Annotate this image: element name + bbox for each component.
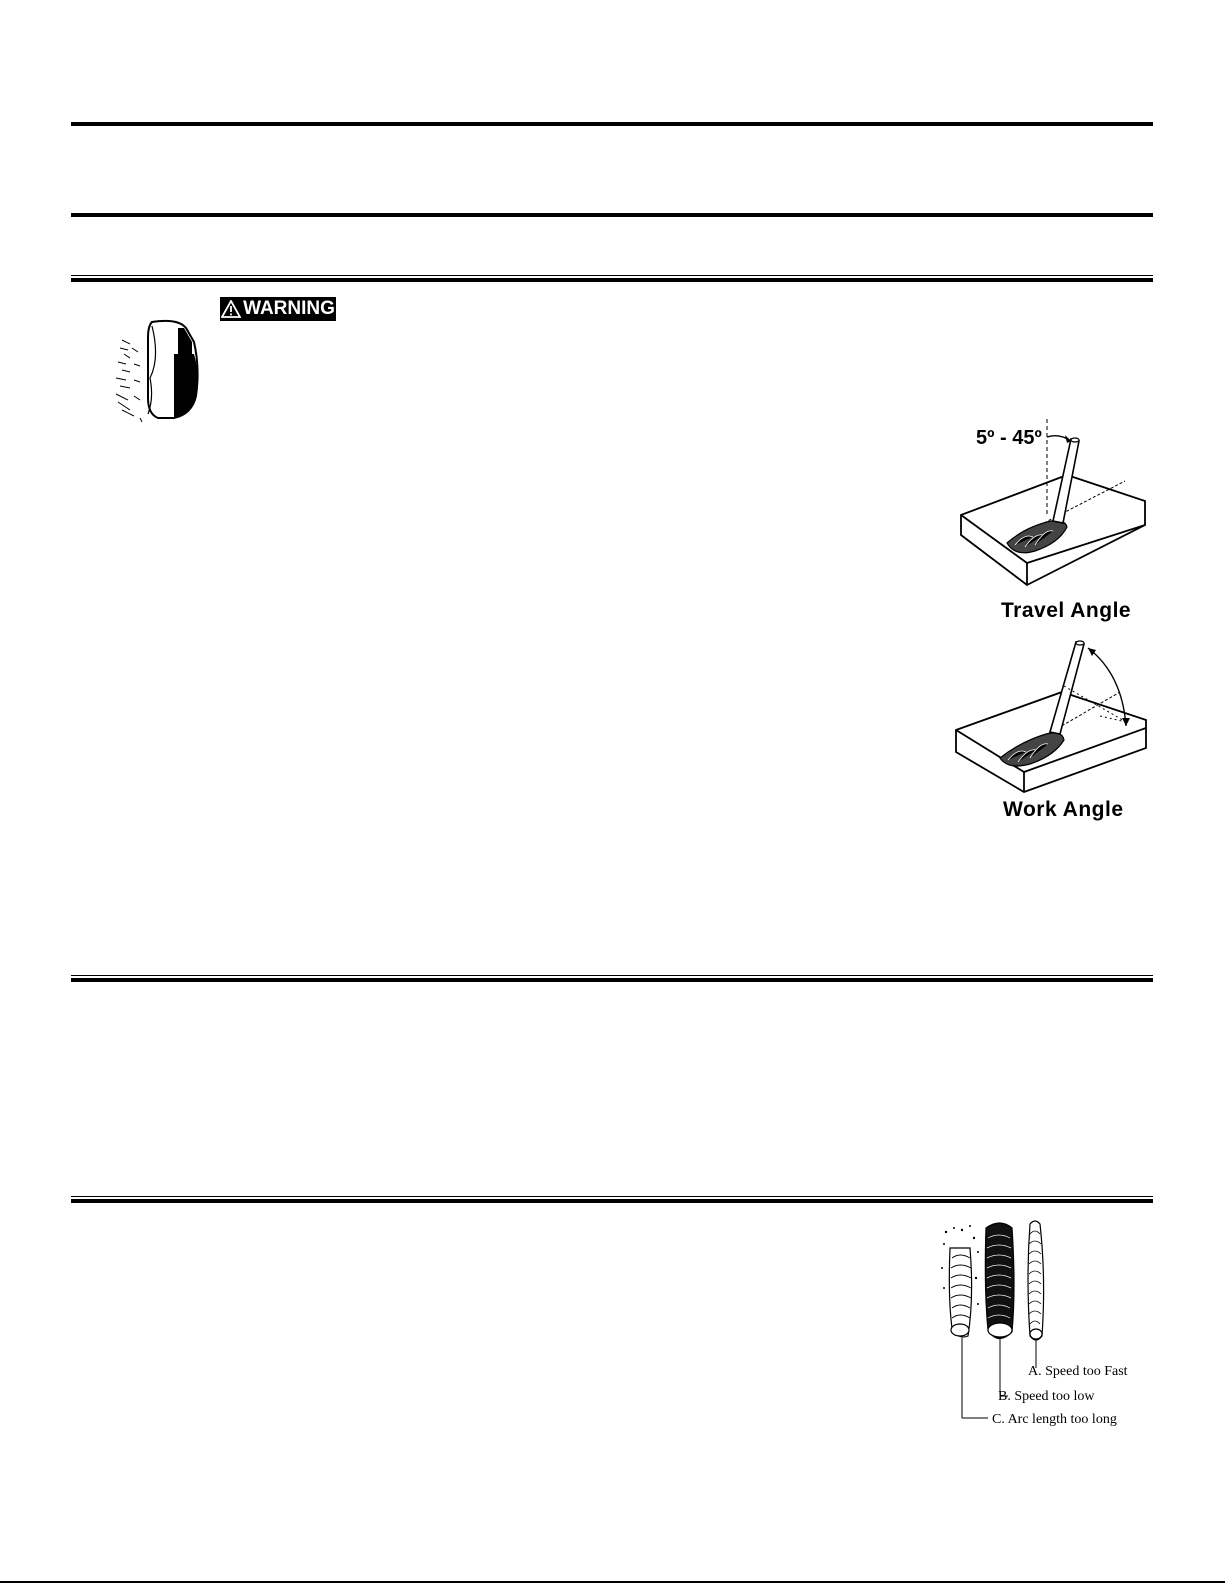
warning-triangle-icon [221, 300, 241, 318]
bead-c-arc-too-long [941, 1225, 988, 1418]
bead-comparison-figure [940, 1218, 1150, 1438]
travel-angle-caption: Travel Angle [1001, 599, 1132, 622]
warning-badge [220, 297, 336, 321]
section-rule-2 [71, 975, 1153, 983]
section-rule-1 [71, 275, 1153, 283]
header-rule-bottom [71, 213, 1153, 217]
travel-angle-range: 5º - 45º [976, 427, 1042, 449]
bead-label-b: B. Speed too low [998, 1389, 1095, 1404]
welding-helmet-icon [108, 318, 208, 429]
warning-label: WARNING [243, 298, 335, 319]
work-angle-figure [950, 630, 1155, 830]
header-rule-top [71, 122, 1153, 126]
bead-label-a: A. Speed too Fast [1028, 1364, 1128, 1379]
travel-angle-figure [955, 415, 1155, 630]
bead-label-c: C. Arc length too long [992, 1412, 1117, 1427]
bead-b-speed-too-low [985, 1223, 1014, 1396]
page-bottom-edge [0, 1581, 1225, 1583]
bead-comparison-illustration [940, 1218, 1150, 1438]
bead-a-speed-too-fast [1028, 1221, 1044, 1368]
section-rule-3 [71, 1196, 1153, 1204]
work-angle-caption: Work Angle [1003, 798, 1124, 821]
work-angle-illustration [950, 630, 1155, 800]
